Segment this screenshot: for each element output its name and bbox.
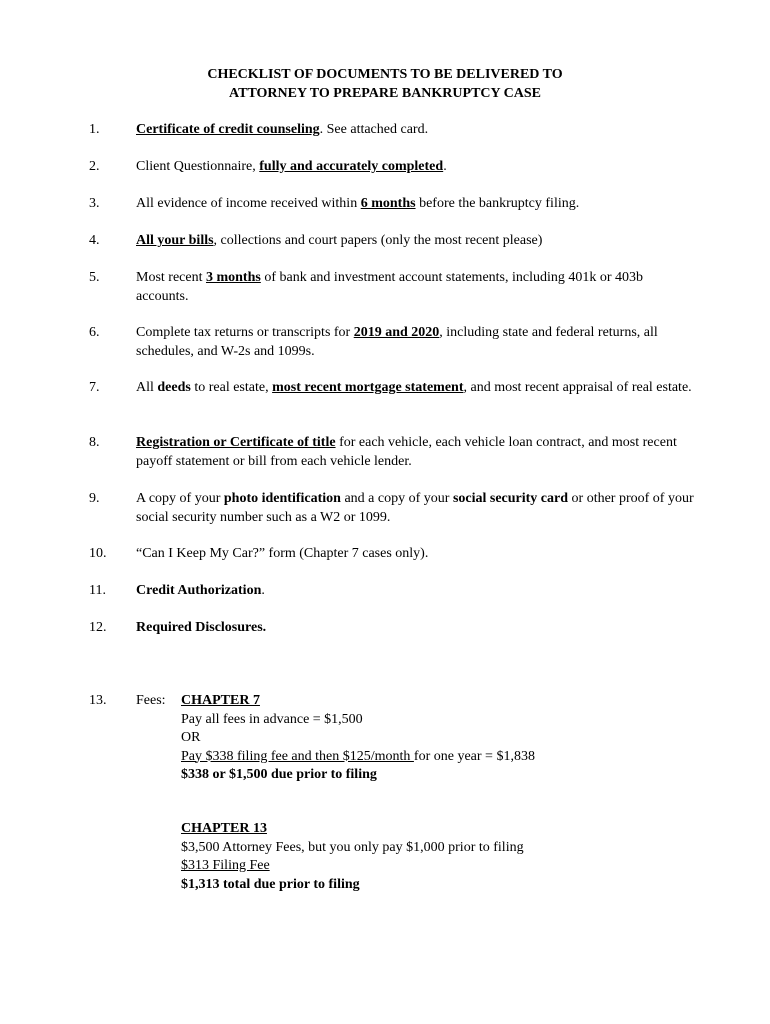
bold-text: photo identification (223, 491, 341, 506)
item-text (136, 158, 696, 177)
item-number: 2. (89, 159, 100, 174)
emphasis-text: most recent mortgage statement (272, 380, 464, 395)
bold-text: deeds (157, 380, 191, 395)
emphasis-text: Certificate of credit counseling (136, 122, 320, 137)
plain-text: Most recent (136, 270, 206, 285)
item-number: 6. (89, 325, 100, 340)
bold-text: Required Disclosures. (136, 620, 267, 635)
item-text (136, 490, 696, 527)
item-number: 3. (89, 196, 100, 211)
plain-text: , including state and federal returns, all schedules, and W-2s and 1099s. (136, 325, 658, 359)
item-number: 12. (89, 620, 107, 635)
plain-text: to real estate, (190, 380, 273, 395)
item-number: 9. (89, 491, 100, 506)
item-number: 11. (89, 583, 106, 598)
plain-text: . (261, 583, 265, 598)
item-text (136, 379, 696, 398)
emphasis-text: fully and accurately completed (259, 159, 444, 174)
fees-label: Fees: (136, 693, 166, 708)
document-title (0, 66, 770, 103)
bold-text: Credit Authorization (136, 583, 262, 598)
plain-text: All evidence of income received within (136, 196, 361, 211)
emphasis-text: 6 months (360, 196, 416, 211)
plain-text: of bank and investment account statements, including 401k or 403b accounts. (136, 270, 644, 304)
item-number: 5. (89, 270, 100, 285)
plain-text: Complete tax returns or transcripts for (136, 325, 354, 340)
chapter-7-heading: CHAPTER 7 (181, 693, 260, 708)
chapter-13-total: $1,313 total due prior to filing (181, 876, 360, 892)
item-text (136, 232, 696, 251)
chapter-13-heading: CHAPTER 13 (181, 821, 267, 836)
chapter-7-total: $338 or $1,500 due prior to filing (181, 767, 377, 782)
plain-text: for each vehicle, each vehicle loan contract, and most recent payoff statement or bill from each vehicle lender. (136, 435, 677, 469)
plain-text: for one year = $1,838 (413, 748, 535, 764)
item-number: 10. (89, 546, 107, 561)
emphasis-text: 3 months (205, 270, 261, 285)
item-number: 8. (89, 435, 100, 450)
chapter-13-line-2: $313 Filing Fee (181, 858, 270, 873)
item-text (136, 269, 696, 306)
item-number: 13. (89, 693, 107, 708)
item-text (136, 582, 696, 601)
plain-text: Client Questionnaire, (136, 159, 260, 174)
item-text (136, 121, 696, 140)
plain-text: All (136, 380, 158, 395)
plain-text: and a copy of your (340, 491, 453, 506)
item-text (136, 619, 696, 638)
item-text (136, 545, 696, 564)
emphasis-text: All your bills (136, 233, 214, 248)
emphasis-text: Registration or Certificate of title (136, 435, 336, 450)
item-text (136, 195, 696, 214)
chapter-13-line-1: $3,500 Attorney Fees, but you only pay $1,000 prior to filing (181, 839, 524, 855)
plain-text: . (443, 159, 447, 174)
plain-text: A copy of your (136, 491, 224, 506)
emphasis-text: 2019 and 2020 (353, 325, 440, 340)
plain-text: , collections and court papers (only the most recent please) (213, 233, 543, 248)
chapter-7-line-3 (181, 748, 641, 767)
plain-text: or other proof of your social security number such as a W2 or 1099. (136, 491, 694, 525)
chapter-13-fees (181, 820, 641, 894)
plain-text: “Can I Keep My Car?” form (Chapter 7 cases only). (136, 546, 429, 561)
item-number: 1. (89, 122, 100, 137)
item-number: 4. (89, 233, 100, 248)
plain-text: before the bankruptcy filing. (415, 196, 580, 211)
title-line-2: ATTORNEY TO PREPARE BANKRUPTCY CASE (229, 85, 541, 101)
plain-text: . See attached card. (319, 122, 429, 137)
item-text (136, 324, 696, 361)
title-line-1: CHECKLIST OF DOCUMENTS TO BE DELIVERED TO (207, 67, 563, 82)
item-number: 7. (89, 380, 100, 395)
bold-text: social security card (452, 491, 569, 506)
chapter-7-fees (181, 692, 641, 785)
item-text (136, 434, 696, 471)
chapter-7-line-2: OR (181, 730, 201, 745)
chapter-7-line-1: Pay all fees in advance = $1,500 (181, 711, 363, 727)
plain-text: , and most recent appraisal of real estate. (463, 380, 692, 395)
underlined-text: Pay $338 filing fee and then $125/month (181, 748, 414, 764)
